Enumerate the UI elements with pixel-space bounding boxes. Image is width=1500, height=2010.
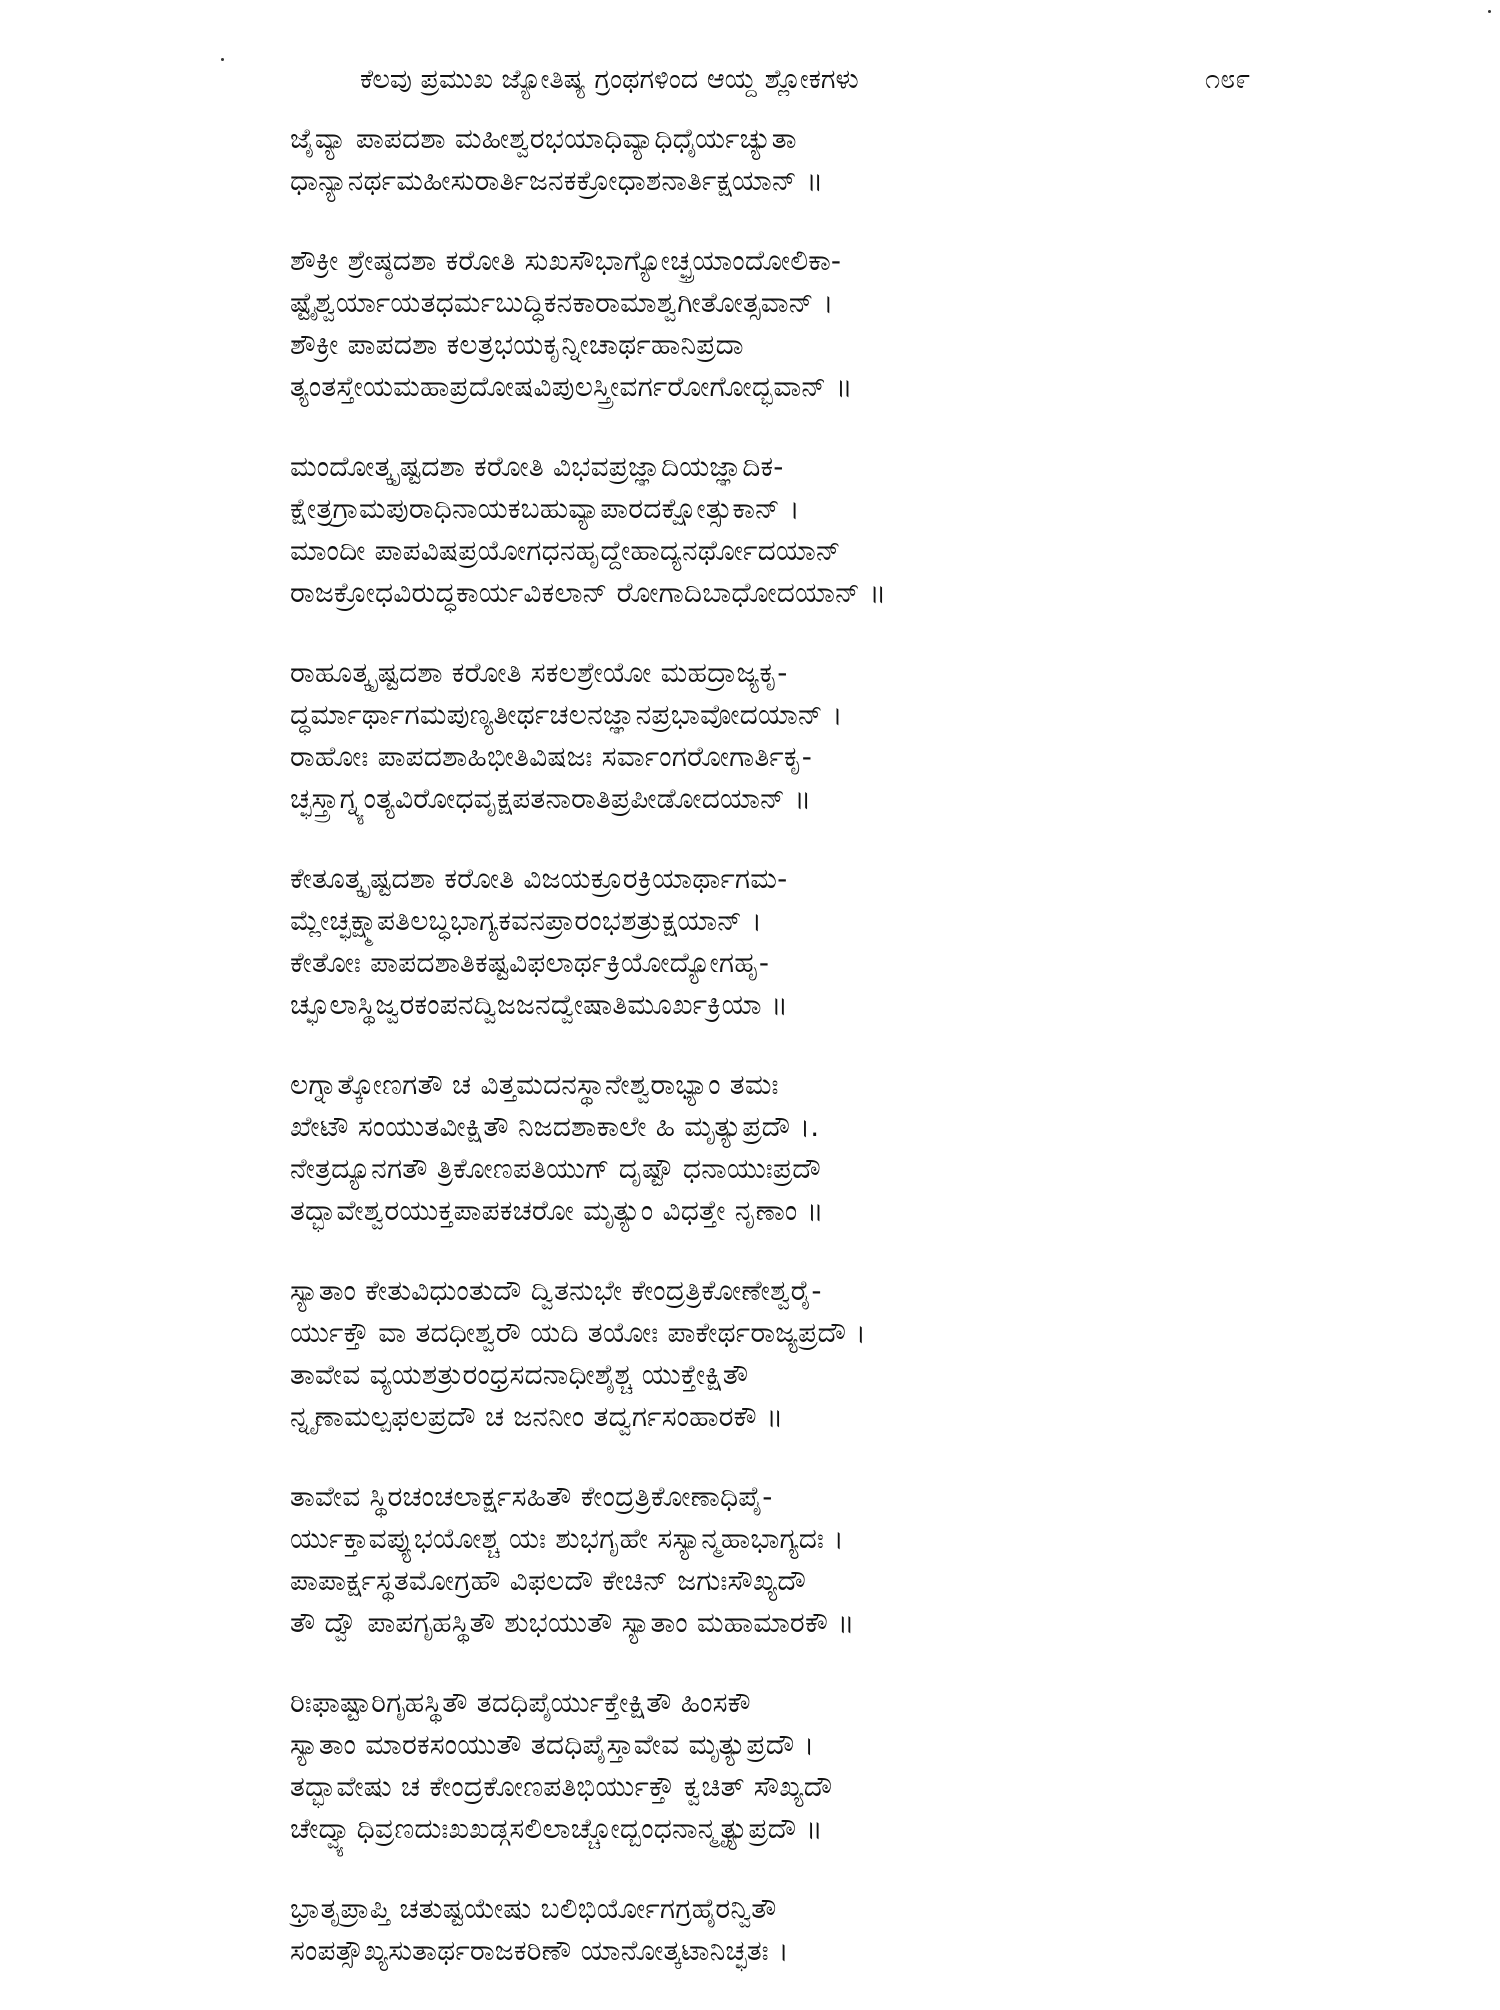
verse-line: ಮ್ಲೇಚ್ಛಕ್ಷ್ಮಾಪತಿಲಬ್ಧಭಾಗ್ಯಕವನಪ್ರಾರಂಭಶತ್ರುಕ್ಷಯಾನ್ । bbox=[290, 904, 763, 937]
verse-nodes-dusthana bbox=[290, 1682, 1430, 1850]
running-header: ಕೆಲವು ಪ್ರಮುಖ ಜ್ಯೋತಿಷ್ಯ ಗ್ರಂಥಗಳಿಂದ ಆಯ್ದ ಶ್ಲೋಕಗಳು bbox=[360, 64, 859, 95]
verse-venus-dasha bbox=[290, 240, 1430, 408]
verse-line: ಸ್ಯಾತಾಂ ಕೇತುವಿಧುಂತುದೌ ದ್ವಿತನುಭೇ ಕೇಂದ್ರತ್ರಿಕೋಣೇಶ್ವರೈ- bbox=[290, 1274, 822, 1307]
verse-line: ರ್ಯುಕ್ತೌ ವಾ ತದಧೀಶ್ವರೌ ಯದಿ ತಯೋಃ ಪಾಕೇರ್ಥರಾಜ್ಯಪ್ರದೌ । bbox=[290, 1316, 867, 1349]
verse-line: ಧಾನ್ಯಾನರ್ಥಮಹೀಸುರಾರ್ತಿಜನಕಕ್ರೋಧಾಶನಾರ್ತಿಕ್ಷಯಾನ್ ॥ bbox=[290, 164, 824, 197]
verse-line: ಮಾಂದೀ ಪಾಪವಿಷಪ್ರಯೋಗಧನಹೃದ್ದೇಹಾದ್ಯನರ್ಥೋದಯಾನ್ bbox=[290, 534, 841, 567]
verse-line: ಚ್ಛೂಲಾಸ್ಥಿಜ್ವರಕಂಪನದ್ವಿಜಜನದ್ವೇಷಾತಿಮೂರ್ಖಕ್ರಿಯಾ ॥ bbox=[290, 988, 789, 1021]
verse-line: ಷ್ಟೈಶ್ವರ್ಯಾಯತಧರ್ಮಬುದ್ಧಿಕನಕಾರಾಮಾಶ್ವಗೀತೋತ್ಸವಾನ್ । bbox=[290, 286, 834, 319]
verse-line: ಪಾಪಾರ್ಕ್ಷಸ್ಥತಮೋಗ್ರಹೌ ವಿಫಲದೌ ಕೇಚಿನ್ ಜಗುಃಸೌಖ್ಯದೌ bbox=[290, 1564, 807, 1597]
verse-line: ಮಂದೋತ್ಕೃಷ್ಟದಶಾ ಕರೋತಿ ವಿಭವಪ್ರಜ್ಞಾದಿಯಜ್ಞಾದಿಕ- bbox=[290, 450, 784, 483]
verse-saturn-dasha bbox=[290, 446, 1430, 614]
verse-line: ರಾಜಕ್ರೋಧವಿರುದ್ಧಕಾರ್ಯವಿಕಲಾನ್ ರೋಗಾದಿಬಾಧೋದಯಾನ್ ॥ bbox=[290, 576, 887, 609]
verse-line: ತಾವೇವ ಸ್ಥಿರಚಂಚಲಾರ್ಕ್ಷಸಹಿತೌ ಕೇಂದ್ರತ್ರಿಕೋಣಾಧಿಪೈ- bbox=[290, 1480, 773, 1513]
verse-line: ಚ್ಛಸ್ತ್ರಾಗ್ನ್ಯಂತ್ಯವಿರೋಧವೃಕ್ಷಪತನಾರಾತಿಪ್ರಪೀಡೋದಯಾನ್ ॥ bbox=[290, 782, 812, 815]
verse-line: ತೌ ದ್ವೌ ಪಾಪಗೃಹಸ್ಥಿತೌ ಶುಭಯುತೌ ಸ್ಯಾತಾಂ ಮಹಾಮಾರಕೌ ॥ bbox=[290, 1606, 855, 1639]
verse-line: ಸಂಪತ್ಸೌಖ್ಯಸುತಾರ್ಥರಾಜಕರಿಣೌ ಯಾನೋತ್ಕಟಾನಿಚ್ಛತಃ । bbox=[290, 1934, 789, 1967]
page-number: ೧೮೯ bbox=[1205, 64, 1251, 95]
verse-nodes-fixed-movable bbox=[290, 1476, 1430, 1644]
verse-line: ತ್ಯಂತಸ್ತೇಯಮಹಾಪ್ರದೋಷವಿಪುಲಸ್ತ್ರೀವರ್ಗರೋಗೋದ್ಭವಾನ್ ॥ bbox=[290, 370, 853, 403]
verse-line: ಶೌಕ್ರೀ ಶ್ರೇಷ್ಠದಶಾ ಕರೋತಿ ಸುಖಸೌಭಾಗ್ಯೋಚ್ಛ್ರಯಾಂದೋಲಿಕಾ- bbox=[290, 244, 842, 277]
scan-speck bbox=[221, 58, 224, 61]
verse-line: ಕೇತೂತ್ಕೃಷ್ಟದಶಾ ಕರೋತಿ ವಿಜಯಕ್ರೂರಕ್ರಿಯಾರ್ಥಾಗಮ- bbox=[290, 862, 788, 895]
verse-line: ತದ್ಭಾವೇಷು ಚ ಕೇಂದ್ರಕೋಣಪತಿಭಿರ್ಯುಕ್ತೌ ಕ್ವಚಿತ್ ಸೌಖ್ಯದೌ bbox=[290, 1770, 833, 1803]
verse-line: ಭ್ರಾತೃಪ್ರಾಪ್ತಿ ಚತುಷ್ಟಯೇಷು ಬಲಿಭಿರ್ಯೋಗಗ್ರಹೈರನ್ವಿತೌ bbox=[290, 1892, 777, 1925]
verse-body bbox=[290, 118, 1430, 2010]
verse-ketu-dasha bbox=[290, 858, 1430, 1026]
verse-line: ರಾಹೂತ್ಕೃಷ್ಟದಶಾ ಕರೋತಿ ಸಕಲಶ್ರೇಯೋ ಮಹದ್ರಾಜ್ಯಕೃ- bbox=[290, 656, 788, 689]
verse-rahu-dasha bbox=[290, 652, 1430, 820]
verse-line: ತದ್ಭಾವೇಶ್ವರಯುಕ್ತಪಾಪಕಚರೋ ಮೃತ್ಯುಂ ವಿಧತ್ತೇ ನೃಣಾಂ ॥ bbox=[290, 1194, 824, 1227]
verse-line: ನ್ನೃಣಾಮಲ್ಪಫಲಪ್ರದೌ ಚ ಜನನೀಂ ತದ್ವರ್ಗಸಂಹಾರಕೌ ॥ bbox=[290, 1400, 784, 1433]
verse-line: ಕೇತೋಃ ಪಾಪದಶಾತಿಕಷ್ಟವಿಫಲಾರ್ಥಕ್ರಿಯೋದ್ಯೋಗಹೃ- bbox=[290, 946, 770, 979]
verse-line: ಕ್ಷೇತ್ರಗ್ರಾಮಪುರಾಧಿನಾಯಕಬಹುವ್ಯಾಪಾರದಕ್ಷೋತ್ಸುಕಾನ್ । bbox=[290, 492, 800, 525]
verse-line: ರಿಃಫಾಷ್ಟಾರಿಗೃಹಸ್ಥಿತೌ ತದಧಿಪೈರ್ಯುಕ್ತೇಕ್ಷಿತೌ ಹಿಂಸಕೌ bbox=[290, 1686, 751, 1719]
verse-line: ರಾಹೋಃ ಪಾಪದಶಾಹಿಭೀತಿವಿಷಜಃ ಸರ್ವಾಂಗರೋಗಾರ್ತಿಕೃ- bbox=[290, 740, 813, 773]
verse-line: ಜೈವ್ಯಾ ಪಾಪದಶಾ ಮಹೀಶ್ವರಭಯಾಧಿವ್ಯಾಧಿಧೈರ್ಯಚ್ಯುತಾ bbox=[290, 122, 797, 155]
verse-line: ಸ್ಯಾತಾಂ ಮಾರಕಸಂಯುತೌ ತದಧಿಪೈಸ್ತಾವೇವ ಮೃತ್ಯುಪ್ರದೌ । bbox=[290, 1728, 815, 1761]
verse-line: ಲಗ್ನಾತ್ಕೋಣಗತೌ ಚ ವಿತ್ತಮದನಸ್ಥಾನೇಶ್ವರಾಭ್ಯಾಂ ತಮಃ bbox=[290, 1068, 779, 1101]
verse-nodes-dual-sign bbox=[290, 1270, 1430, 1438]
verse-line: ತಾವೇವ ವ್ಯಯಶತ್ರುರಂಧ್ರಸದನಾಧೀಶೈಶ್ಚ ಯುಕ್ತೇಕ್ಷಿತೌ bbox=[290, 1358, 749, 1391]
verse-nodes-kendra-partial bbox=[290, 1888, 1430, 1972]
verse-line: ದ್ಧರ್ಮಾರ್ಥಾಗಮಪುಣ್ಯತೀರ್ಥಚಲನಜ್ಞಾನಪ್ರಭಾವೋದಯಾನ್ । bbox=[290, 698, 843, 731]
verse-nodes-trine bbox=[290, 1064, 1430, 1232]
verse-line: ನೇತ್ರದ್ಯೂನಗತೌ ತ್ರಿಕೋಣಪತಿಯುಗ್ ದೃಷ್ಟೌ ಧನಾಯುಃಪ್ರದೌ bbox=[290, 1152, 821, 1185]
verse-line: ರ್ಯುಕ್ತಾವಪ್ಯುಭಯೋಶ್ಚ ಯಃ ಶುಭಗೃಹೇ ಸಸ್ಯಾನ್ಮಹಾಭಾಗ್ಯದಃ । bbox=[290, 1522, 844, 1555]
verse-line: ಚೇದ್ವ್ಯಾಧಿವ್ರಣದುಃಖಖಡ್ಗಸಲಿಲಾಚ್ಚೋದ್ಬಂಧನಾನ್ಮೃತ್ಯುಪ್ರದೌ ॥ bbox=[290, 1812, 823, 1845]
verse-line: ಶೌಕ್ರೀ ಪಾಪದಶಾ ಕಲತ್ರಭಯಕೃನ್ನೀಚಾರ್ಥಹಾನಿಪ್ರದಾ bbox=[290, 328, 744, 361]
verse-jupiter-bad-dasha bbox=[290, 118, 1430, 202]
verse-line: ಖೇಟೌ ಸಂಯುತವೀಕ್ಷಿತೌ ನಿಜದಶಾಕಾಲೇ ಹಿ ಮೃತ್ಯುಪ್ರದೌ ।. bbox=[290, 1110, 820, 1143]
scan-speck bbox=[1488, 10, 1491, 13]
